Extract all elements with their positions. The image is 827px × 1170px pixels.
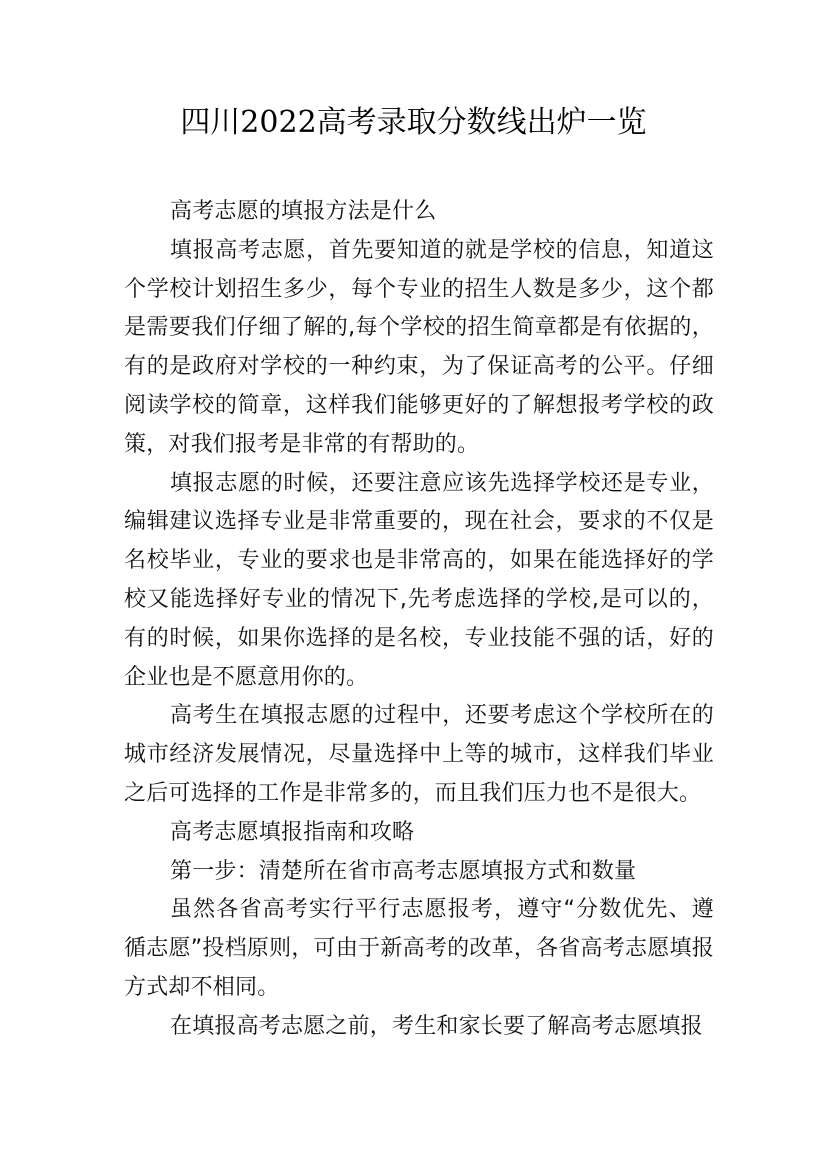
section-heading: 高考志愿的填报方法是什么 [170,199,437,224]
body-paragraph: 在填报高考志愿之前，考生和家长要了解高考志愿填报 [170,1013,703,1039]
document-body [124,193,714,1047]
body-paragraph: 虽然各省高考实行平行志愿报考，遵守“分数优先、遵循志愿”投档原则，可由于新高考的改革，各省高考志愿填报方式却不相同。 [124,897,714,1000]
body-paragraph: 填报高考志愿，首先要知道的就是学校的信息，知道这个学校计划招生多少，每个专业的招生人数是多少，这个都是需要我们仔细了解的,每个学校的招生简章都是有依据的，有的是政府对学校的一种约束，为了保证高考的公平。仔细阅读学校的简章，这样我们能够更好的了解想报考学校的政策，对我们报考是非常的有帮助的。 [124,237,714,457]
body-paragraph: 高考生在填报志愿的过程中，还要考虑这个学校所在的城市经济发展情况，尽量选择中上等的城市，这样我们毕业之后可选择的工作是非常多的，而且我们压力也不是很大。 [124,703,714,806]
section-heading: 高考志愿填报指南和攻略 [170,819,415,845]
document-title: 四川2022高考录取分数线出炉一览 [180,105,647,140]
body-paragraph: 填报志愿的时候，还要注意应该先选择学校还是专业，编辑建议选择专业是非常重要的，现在社会，要求的不仅是名校毕业，专业的要求也是非常高的，如果在能选择好的学校又能选择好专业的情况下,先考虑选择的学校,是可以的，有的时候，如果你选择的是名校，专业技能不强的话，好的企业也是不愿意用你的。 [124,470,714,690]
step-heading: 第一步：清楚所在省市高考志愿填报方式和数量 [170,858,637,884]
